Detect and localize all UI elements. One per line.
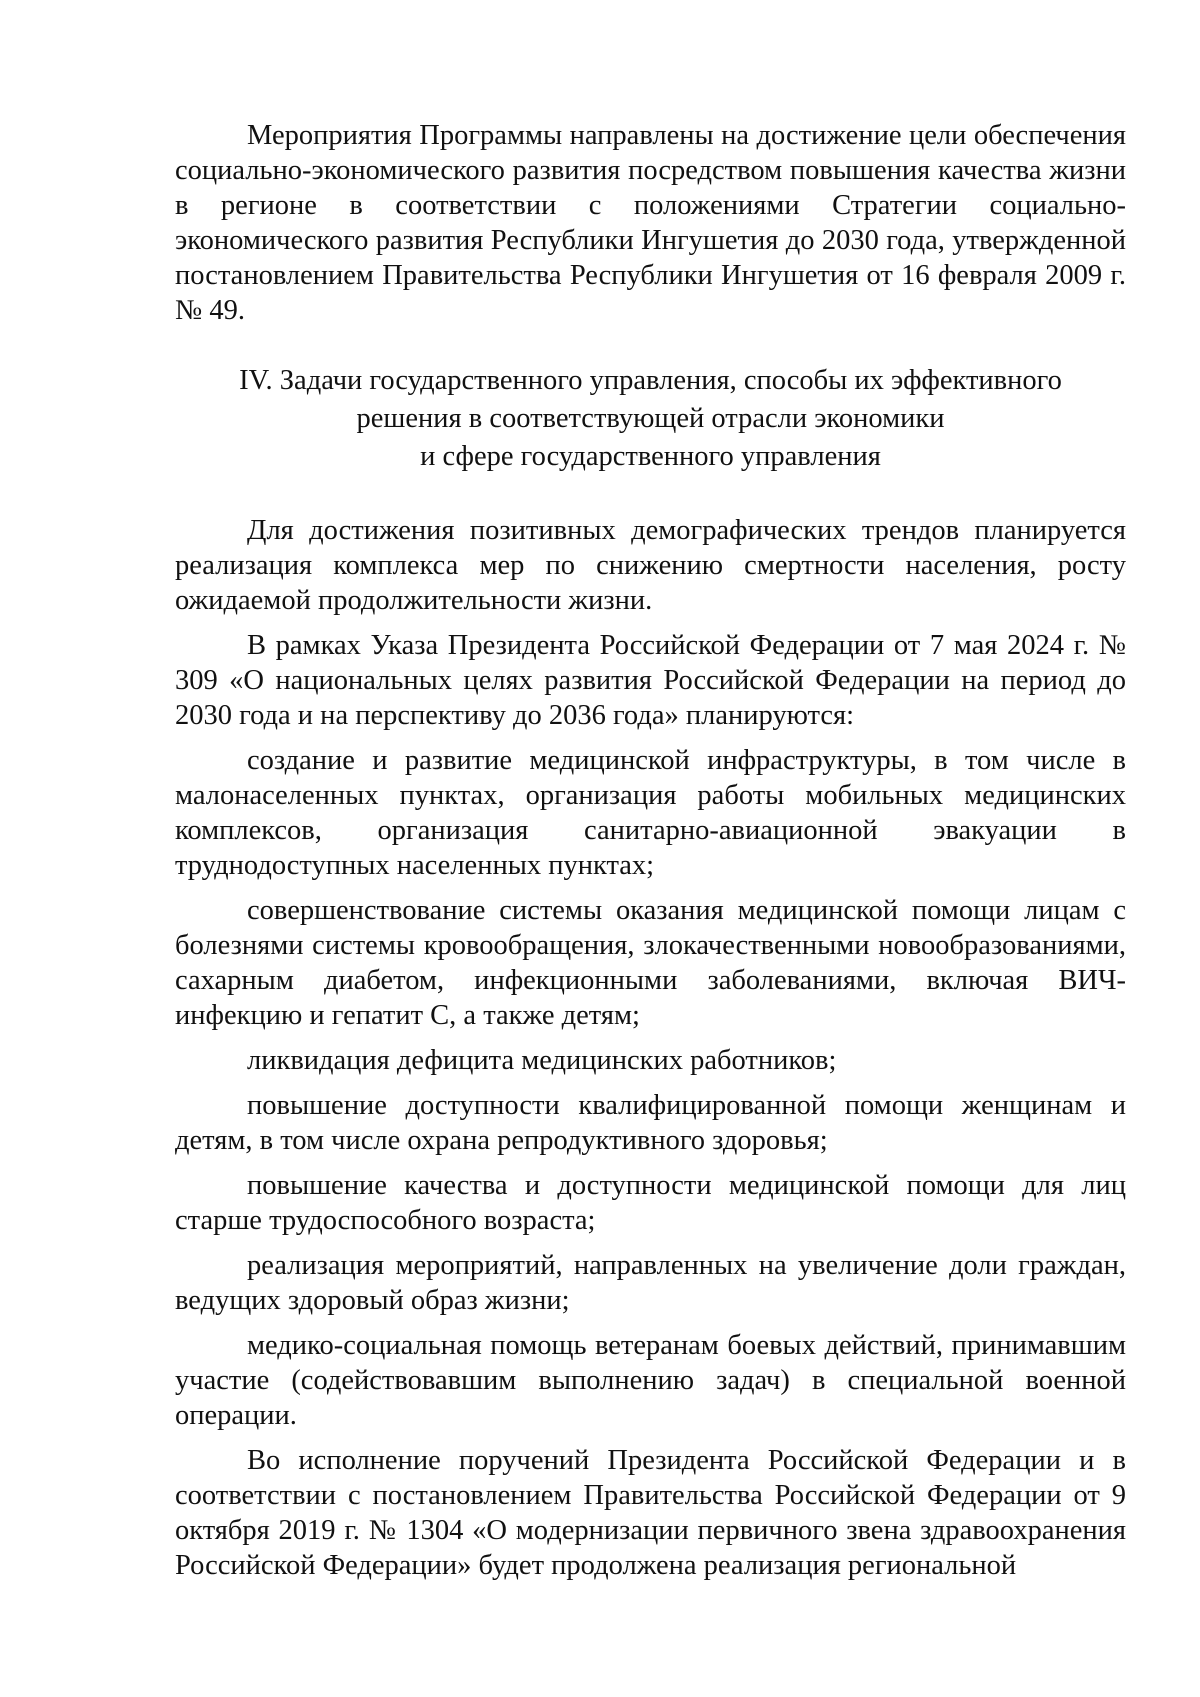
- section-heading-line-1: IV. Задачи государственного управления, способы их эффективного: [239, 365, 1062, 396]
- paragraph-demographic-trends: Для достижения позитивных демографических трендов планируется реализация комплекса мер по снижению смертности населения, росту ожидаемой продолжительности жизни.: [175, 515, 1126, 616]
- paragraph-primary-care-modernization: Во исполнение поручений Президента Российской Федерации и в соответствии с постановлением Правительства Российской Федерации от 9 октября 2019 г. № 1304 «О модернизации первичного звена здравоохранения Российской Федерации» будет продолжена реализация региональной: [175, 1445, 1126, 1581]
- section-heading-line-3: и сфере государственного управления: [420, 441, 881, 472]
- list-item-elderly-care: повышение качества и доступности медицинской помощи для лиц старше трудоспособного возраста;: [175, 1170, 1126, 1236]
- section-heading: [175, 362, 1126, 476]
- intro-paragraph: Мероприятия Программы направлены на достижение цели обеспечения социально-экономического развития посредством повышения качества жизни в регионе в соответствии с положениями Стратегии социально-экономического развития Республики Ингушетия до 2030 года, утвержденной постановлением Правительства Республики Ингушетия от 16 февраля 2009 г. № 49.: [175, 120, 1126, 326]
- list-item-veterans-assistance: медико-социальная помощь ветеранам боевых действий, принимавшим участие (содействовавшим выполнению задач) в специальной военной операции.: [175, 1330, 1126, 1431]
- list-item-medical-care-system: совершенствование системы оказания медицинской помощи лицам с болезнями системы кровообращения, злокачественными новообразованиями, сахарным диабетом, инфекционными заболеваниями, включая ВИЧ-инфекцию и гепатит С, а также детям;: [175, 895, 1126, 1031]
- paragraph-presidential-decree: В рамках Указа Президента Российской Федерации от 7 мая 2024 г. № 309 «О национальных целях развития Российской Федерации на период до 2030 года и на перспективу до 2036 года» планируются:: [175, 630, 1126, 731]
- list-item-healthy-lifestyle: реализация мероприятий, направленных на увеличение доли граждан, ведущих здоровый образ жизни;: [175, 1250, 1126, 1316]
- list-item-medical-infrastructure: создание и развитие медицинской инфраструктуры, в том числе в малонаселенных пунктах, организация работы мобильных медицинских комплексов, организация санитарно-авиационной эвакуации в труднодоступных населенных пунктах;: [175, 745, 1126, 881]
- section-heading-line-2: решения в соответствующей отрасли экономики: [356, 403, 945, 434]
- document-body: [175, 118, 1126, 1583]
- list-item-staff-deficit: ликвидация дефицита медицинских работников;: [247, 1045, 837, 1076]
- list-item-women-children-care: повышение доступности квалифицированной помощи женщинам и детям, в том числе охрана репродуктивного здоровья;: [175, 1090, 1126, 1156]
